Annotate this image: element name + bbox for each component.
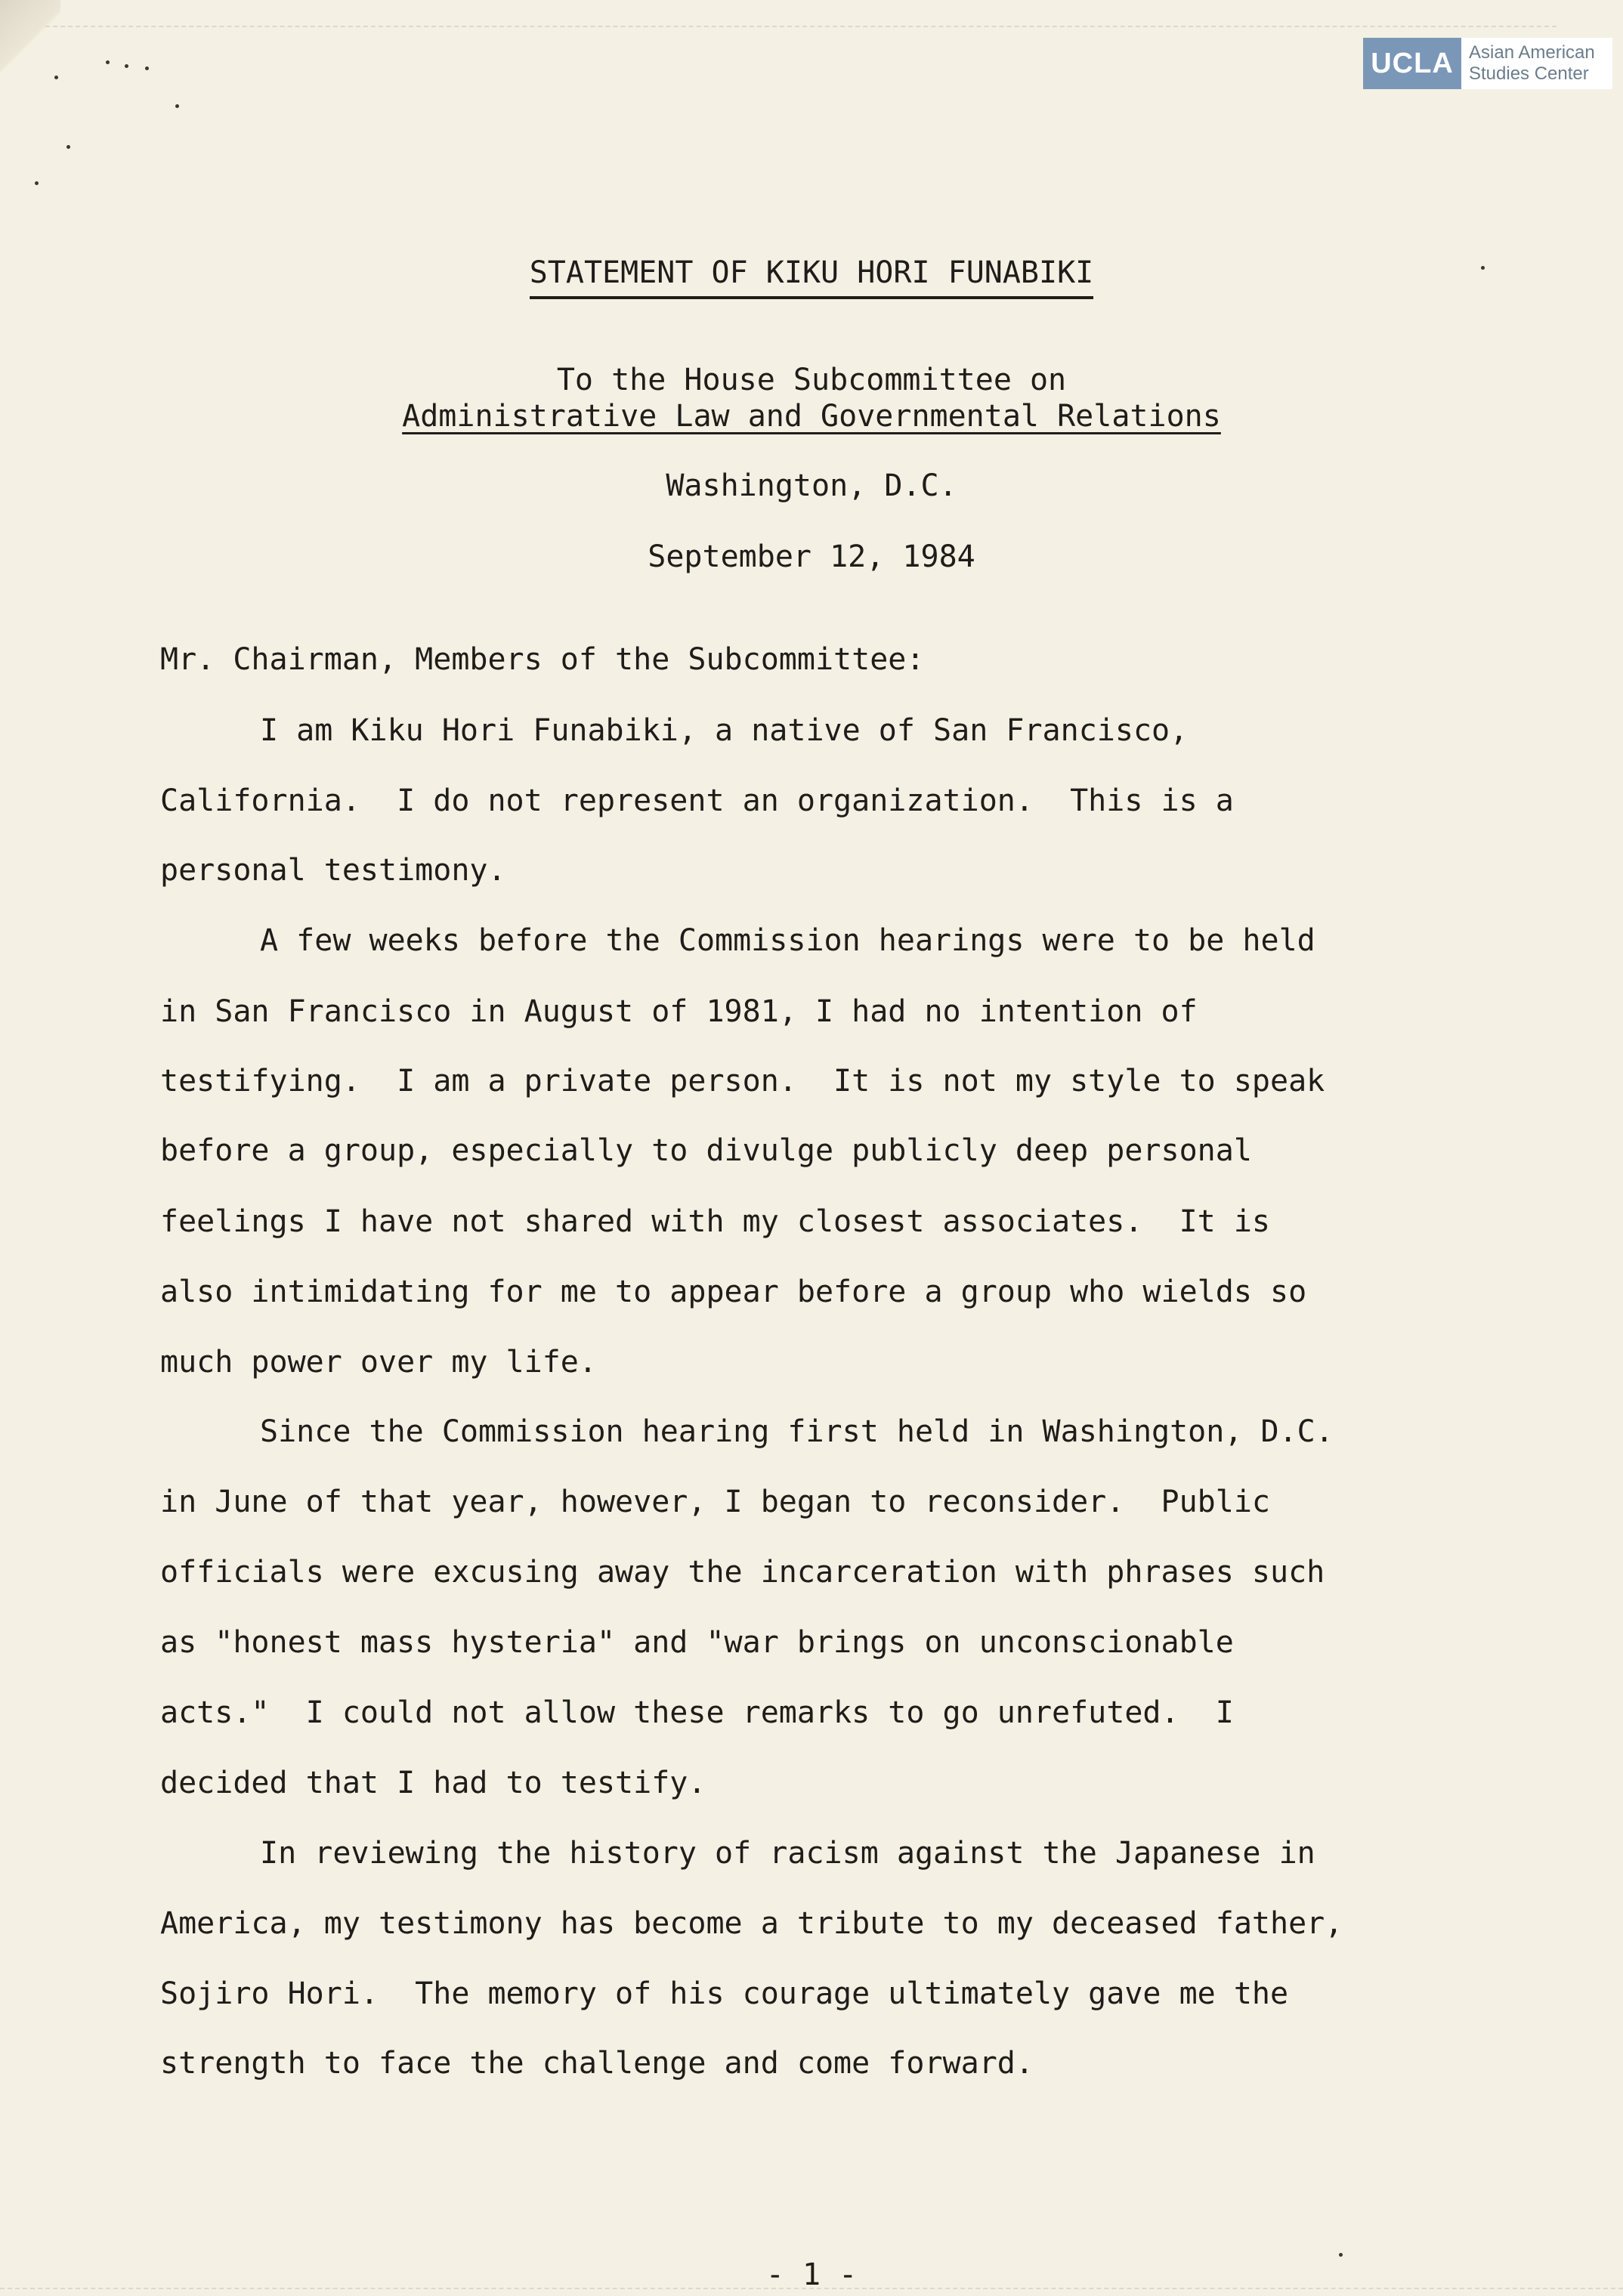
body-line: feelings I have not shared with my closest associates. It is — [160, 1204, 1271, 1239]
body-line: acts." I could not allow these remarks to go unrefuted. I — [160, 1695, 1234, 1730]
body-line: in San Francisco in August of 1981, I had no intention of — [160, 994, 1198, 1029]
body-line: as "honest mass hysteria" and "war brings on unconscionable — [160, 1625, 1234, 1660]
speck — [1339, 2253, 1343, 2257]
ucla-aasc-logo — [1363, 38, 1612, 89]
body-line: California. I do not represent an organization. This is a — [160, 783, 1234, 818]
page-number: - 1 - — [765, 2257, 858, 2292]
location: Washington, D.C. — [666, 468, 957, 503]
body-line: also intimidating for me to appear before a group who wields so — [160, 1275, 1307, 1309]
speck — [54, 76, 58, 79]
top-edge-divider — [45, 26, 1557, 29]
date: September 12, 1984 — [648, 539, 975, 574]
document-title — [0, 255, 1623, 299]
body-line: strength to face the challenge and come forward. — [160, 2046, 1034, 2081]
body-line: personal testimony. — [160, 853, 506, 888]
speck — [145, 66, 149, 70]
speck — [35, 181, 39, 185]
body-line: decided that I had to testify. — [160, 1766, 706, 1800]
body-line: much power over my life. — [160, 1345, 597, 1380]
body-line: in June of that year, however, I began to reconsider. Public — [160, 1485, 1271, 1519]
document-title-text: STATEMENT OF KIKU HORI FUNABIKI — [530, 255, 1094, 299]
body-line: I am Kiku Hori Funabiki, a native of San Francisco, — [260, 713, 1189, 748]
body-line: Sojiro Hori. The memory of his courage ultimately gave me the — [160, 1976, 1289, 2011]
subtitle-line-2 — [0, 399, 1623, 434]
speck — [106, 60, 110, 64]
salutation: Mr. Chairman, Members of the Subcommittee: — [160, 642, 925, 677]
body-line: Since the Commission hearing first held in Washington, D.C. — [260, 1414, 1334, 1449]
speck — [125, 64, 128, 68]
subtitle-line-2-text: Administrative Law and Governmental Relations — [402, 399, 1221, 434]
body-line: A few weeks before the Commission hearings were to be held — [260, 923, 1315, 958]
speck — [175, 104, 179, 108]
page-corner-fold — [0, 0, 60, 83]
body-line: In reviewing the history of racism against the Japanese in — [260, 1836, 1315, 1871]
ucla-logo-mark: UCLA — [1363, 38, 1461, 89]
body-line: officials were excusing away the incarceration with phrases such — [160, 1555, 1325, 1590]
logo-caption-line1: Asian American — [1469, 42, 1595, 63]
logo-caption — [1461, 38, 1612, 89]
body-line: America, my testimony has become a tribute to my deceased father, — [160, 1906, 1343, 1941]
body-line: testifying. I am a private person. It is not my style to speak — [160, 1064, 1325, 1099]
subtitle-line-1: To the House Subcommittee on — [556, 363, 1067, 397]
logo-caption-line2: Studies Center — [1469, 63, 1589, 84]
speck — [66, 145, 70, 149]
body-line: before a group, especially to divulge publicly deep personal — [160, 1133, 1252, 1168]
